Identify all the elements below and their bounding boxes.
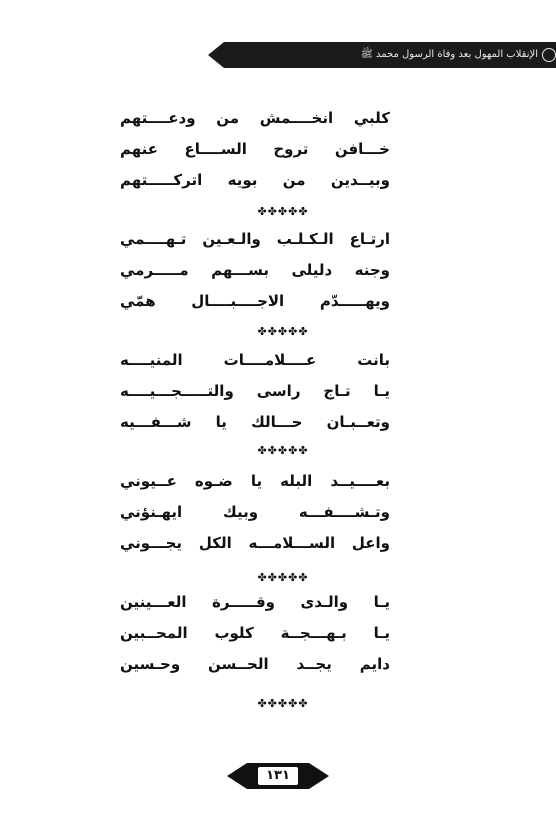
verse-line: يـا والـدى وقـــــرة العـــينين [120,593,390,611]
ornament-left-point [227,763,247,789]
stanza-separator: ✤✤✤✤✤ [257,205,309,218]
verse-line: كلبي انخــــمش من ودعــــتهم [120,109,390,127]
verse-line: يـا بـهـــجــة كلوب المحــبين [120,624,390,642]
verse-line: وتـشــــفـــه وبيك ايهـنؤني [120,503,390,521]
stanza-1 [120,103,390,196]
verse-line: بانت عــــلامــــات المنيــــه [120,351,390,369]
stanza-4 [120,466,390,559]
stanza-separator: ✤✤✤✤✤ [257,571,309,584]
verse-line: دايم يجــد الحــسن وحـسين [120,655,390,673]
page-number-ornament [227,763,329,789]
stanza-3 [120,345,390,438]
page-number: ١٣١ [258,767,298,785]
ornament-right-point [309,763,329,789]
verse-line: واعل الســـلامـــه الكل يجـــوني [120,534,390,552]
verse-line: ارتـاع الـكـلـب والـعـين تـهــــمي [120,230,390,248]
verse-line: بعــــيــد البله يا ضـوه عــيوني [120,472,390,490]
verse-line: وبيــدين من بويه اتركـــــتهم [120,171,390,189]
poem-body [120,103,390,680]
stanza-separator: ✤✤✤✤✤ [257,697,309,710]
seal-icon [542,48,556,62]
verse-line: خـــافن تروح الســــاع عنهم [120,140,390,158]
stanza-5 [120,587,390,680]
verse-line: ويهـــــدّم الاجــــبــــال همّي [120,292,390,310]
stanza-separator: ✤✤✤✤✤ [257,325,309,338]
page-number-frame [247,763,309,789]
running-header-title: الإنقلاب المهول بعد وفاة الرسول محمد ﷺ [360,49,538,60]
stanza-separator: ✤✤✤✤✤ [257,444,309,457]
verse-line: وجنه دليلى بســـهم مـــــرمي [120,261,390,279]
running-header [224,42,556,68]
verse-line: يـا تـاج راسى والتـــــجـــيــــه [120,382,390,400]
stanza-2 [120,224,390,317]
verse-line: وتعــبـان حـــالك يا شـــفـــيه [120,413,390,431]
